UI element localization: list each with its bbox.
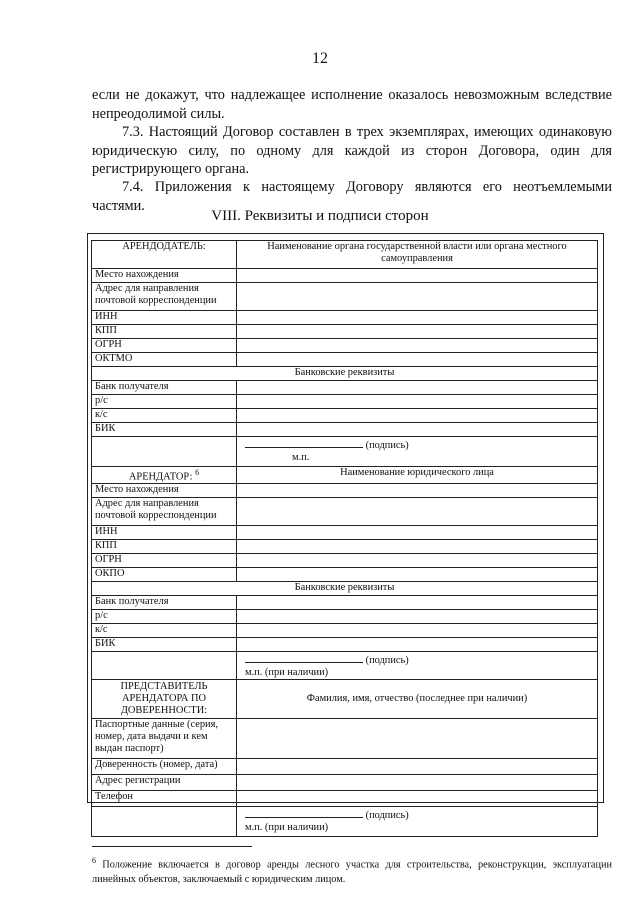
signature-label: (подпись) <box>365 440 409 451</box>
footnote-text: Положение включается в договор аренды лесного участка для строительства, реконструкции, эксплуатации линейных объектов, заключаемый с юридическим лицом. <box>92 859 613 886</box>
tenant-row-kpp: КПП <box>92 540 237 554</box>
tenant-value-cell[interactable] <box>237 638 598 652</box>
page-number: 12 <box>312 50 328 67</box>
landlord-value-cell[interactable] <box>237 395 598 409</box>
landlord-row-location: Место нахождения <box>92 269 237 283</box>
representative-value-cell[interactable] <box>237 719 598 759</box>
tenant-row-corr-account: к/с <box>92 624 237 638</box>
footnote-number: 6 <box>92 856 96 865</box>
requisites-table <box>91 240 598 837</box>
landlord-bank-header: Банковские реквизиты <box>92 367 598 381</box>
landlord-value-cell[interactable] <box>237 325 598 339</box>
landlord-value-cell[interactable] <box>237 339 598 353</box>
representative-value-cell[interactable] <box>237 775 598 791</box>
tenant-signature-block[interactable] <box>237 652 598 680</box>
signature-label: (подпись) <box>365 810 409 822</box>
paragraph-7-4: 7.4. Приложения к настоящему Договору являются его неотъемлемыми частями. <box>92 179 612 214</box>
tenant-row-okpo: ОКПО <box>92 568 237 582</box>
landlord-row-bik: БИК <box>92 423 237 437</box>
tenant-value-cell[interactable] <box>237 610 598 624</box>
signature-line <box>245 437 363 448</box>
landlord-value-cell[interactable] <box>237 311 598 325</box>
paragraph-7-3: 7.3. Настоящий Договор составлен в трех экземплярах, имеющих одинаковую юридическую силу, по одному для каждой из сторон Договора, один для регистрирующего органа. <box>92 124 612 177</box>
landlord-row-oktmo: ОКТМО <box>92 353 237 367</box>
tenant-row-account: р/с <box>92 610 237 624</box>
section-title: VIII. Реквизиты и подписи сторон <box>211 208 429 224</box>
tenant-value-cell[interactable] <box>237 498 598 526</box>
tenant-row-location: Место нахождения <box>92 484 237 498</box>
tenant-row-mail-address: Адрес для направления почтовой корреспонденции <box>92 498 237 526</box>
requisites-table-wrapper <box>91 240 598 837</box>
tenant-row-inn: ИНН <box>92 526 237 540</box>
tenant-value-cell[interactable] <box>237 596 598 610</box>
tenant-value-cell[interactable] <box>237 540 598 554</box>
stamp-label: м.п. <box>292 452 310 463</box>
tenant-row-bik: БИК <box>92 638 237 652</box>
stamp-label: м.п. (при наличии) <box>245 822 329 834</box>
footnote <box>92 853 612 887</box>
landlord-org-name-label: Наименование органа государственной власти или органа местного самоуправления <box>237 241 598 269</box>
representative-name-label: Фамилия, имя, отчество (последнее при наличии) <box>237 680 598 719</box>
landlord-header: АРЕНДОДАТЕЛЬ: <box>92 241 237 269</box>
stamp-label: м.п. (при наличии) <box>245 667 329 679</box>
landlord-value-cell[interactable] <box>237 381 598 395</box>
landlord-signature-block[interactable] <box>237 437 598 467</box>
paragraph-continuation: если не докажут, что надлежащее исполнение оказалось невозможным вследствие непреодолимой силы. <box>92 87 612 122</box>
landlord-row-account: р/с <box>92 395 237 409</box>
tenant-header: АРЕНДАТОР: $^6$ <box>92 467 237 484</box>
landlord-sign-spacer <box>92 437 237 467</box>
landlord-row-ogrn: ОГРН <box>92 339 237 353</box>
footnote-separator <box>92 846 252 847</box>
tenant-row-ogrn: ОГРН <box>92 554 237 568</box>
tenant-value-cell[interactable] <box>237 526 598 540</box>
representative-sign-spacer <box>92 807 237 837</box>
landlord-row-corr-account: к/с <box>92 409 237 423</box>
tenant-sign-spacer <box>92 652 237 680</box>
landlord-row-mail-address: Адрес для направления почтовой корреспонденции <box>92 283 237 311</box>
signature-line <box>245 652 363 663</box>
representative-signature-block[interactable] <box>237 807 598 837</box>
landlord-value-cell[interactable] <box>237 269 598 283</box>
landlord-row-kpp: КПП <box>92 325 237 339</box>
landlord-value-cell[interactable] <box>237 409 598 423</box>
tenant-value-cell[interactable] <box>237 624 598 638</box>
tenant-org-name-label: Наименование юридического лица <box>237 467 598 484</box>
representative-row-phone: Телефон <box>92 791 237 807</box>
tenant-value-cell[interactable] <box>237 554 598 568</box>
landlord-value-cell[interactable] <box>237 353 598 367</box>
landlord-value-cell[interactable] <box>237 423 598 437</box>
landlord-row-inn: ИНН <box>92 311 237 325</box>
signature-label: (подпись) <box>365 655 409 667</box>
footnote-mark: 6 <box>195 468 200 477</box>
landlord-value-cell[interactable] <box>237 283 598 311</box>
landlord-row-bank: Банк получателя <box>92 381 237 395</box>
tenant-value-cell[interactable] <box>237 568 598 582</box>
tenant-value-cell[interactable] <box>237 484 598 498</box>
representative-row-registration: Адрес регистрации <box>92 775 237 791</box>
representative-row-passport: Паспортные данные (серия, номер, дата выдачи и кем выдан паспорт) <box>92 719 237 759</box>
representative-value-cell[interactable] <box>237 759 598 775</box>
tenant-bank-header: Банковские реквизиты <box>92 582 598 596</box>
signature-line <box>245 807 363 818</box>
tenant-row-bank: Банк получателя <box>92 596 237 610</box>
representative-row-poa: Доверенность (номер, дата) <box>92 759 237 775</box>
representative-value-cell[interactable] <box>237 791 598 807</box>
representative-header: ПРЕДСТАВИТЕЛЬ АРЕНДАТОРА ПО ДОВЕРЕННОСТИ: <box>92 680 237 719</box>
